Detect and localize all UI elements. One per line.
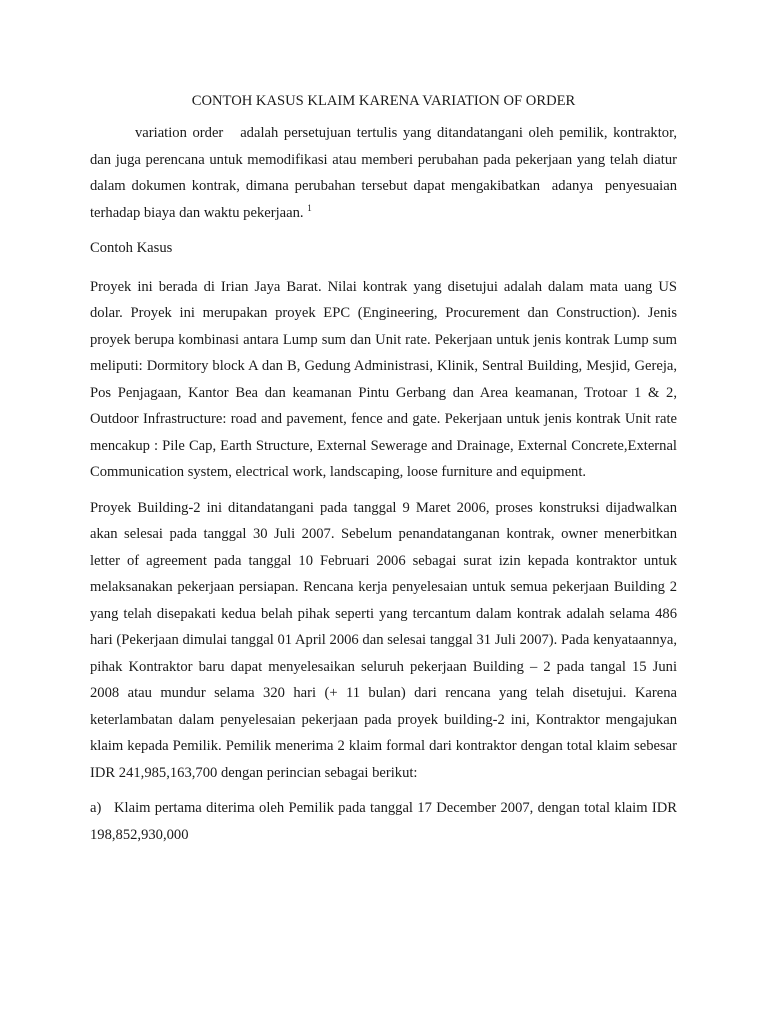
section-heading: Contoh Kasus — [90, 240, 173, 256]
definition-text: variation order adalah persetujuan tertulis yang ditandatangani oleh pemilik, kontraktor, dan juga perencana untuk memodifikasi atau memberi perubahan pada pekerjaan yang telah diatur dalam dokumen kontrak, dimana perubahan tersebut dapat mengakibatkan adanya penyesuaian terhadap biaya dan waktu pekerjaan. — [90, 125, 681, 221]
document-body — [90, 88, 681, 848]
list-item-text: Klaim pertama diterima oleh Pemilik pada tanggal 17 December 2007, dengan total klaim IDR 198,852,930,000 — [90, 800, 677, 843]
paragraph-project-description: Proyek ini berada di Irian Jaya Barat. Nilai kontrak yang disetujui adalah dalam mata uang US dolar. Proyek ini merupakan proyek EPC (Engineering, Procurement dan Construction). Jenis proyek berupa kombinasi antara Lump sum dan Unit rate. Pekerjaan untuk jenis kontrak Lump sum meliputi: Dormitory block A dan B, Gedung Administrasi, Klinik, Sentral Building, Mesjid, Gereja, Pos Penjagaan, Kantor Bea dan keamanan Pintu Gerbang dan Area keamanan, Trotoar 1 & 2, Outdoor Infrastructure: road and pavement, fence and gate. Pekerjaan untuk jenis kontrak Unit rate mencakup : Pile Cap, Earth Structure, External Sewerage and Drainage, External Concrete,External Communication system, electrical work, landscaping, loose furniture and equipment. — [90, 278, 677, 480]
paragraph-project-timeline: Proyek Building-2 ini ditandatangani pada tanggal 9 Maret 2006, proses konstruksi dijadwalkan akan selesai pada tanggal 30 Juli 2007. Sebelum penandatanganan kontrak, owner menerbitkan letter of agreement pada tanggal 10 Februari 2006 sebagai surat izin kepada kontraktor untuk melaksanakan pekerjaan persiapan. Rencana kerja penyelesaian untuk semua pekerjaan Building 2 yang telah disepakati kedua belah pihak seperti yang tercantum dalam kontrak adalah selama 486 hari (Pekerjaan dimulai tanggal 01 April 2006 dan selesai tanggal 31 Juli 2007). Pada kenyataannya, pihak Kontraktor baru dapat menyelesaikan seluruh pekerjaan Building – 2 pada tangal 15 Juni 2008 atau mundur selama 320 hari (+ 11 bulan) dari rencana yang telah disetujui. Karena keterlambatan dalam penyelesaian pekerjaan pada proyek building-2 ini, Kontraktor mengajukan klaim kepada Pemilik. Pemilik menerima 2 klaim formal dari kontraktor dengan total klaim sebesar IDR 241,985,163,700 dengan perincian sebagai berikut: — [90, 499, 677, 781]
list-item — [90, 795, 677, 848]
definition-paragraph — [90, 120, 681, 226]
list-marker: a) — [90, 800, 102, 816]
footnote-marker: 1 — [307, 202, 312, 213]
document-title: CONTOH KASUS KLAIM KARENA VARIATION OF ORDER — [191, 93, 576, 109]
